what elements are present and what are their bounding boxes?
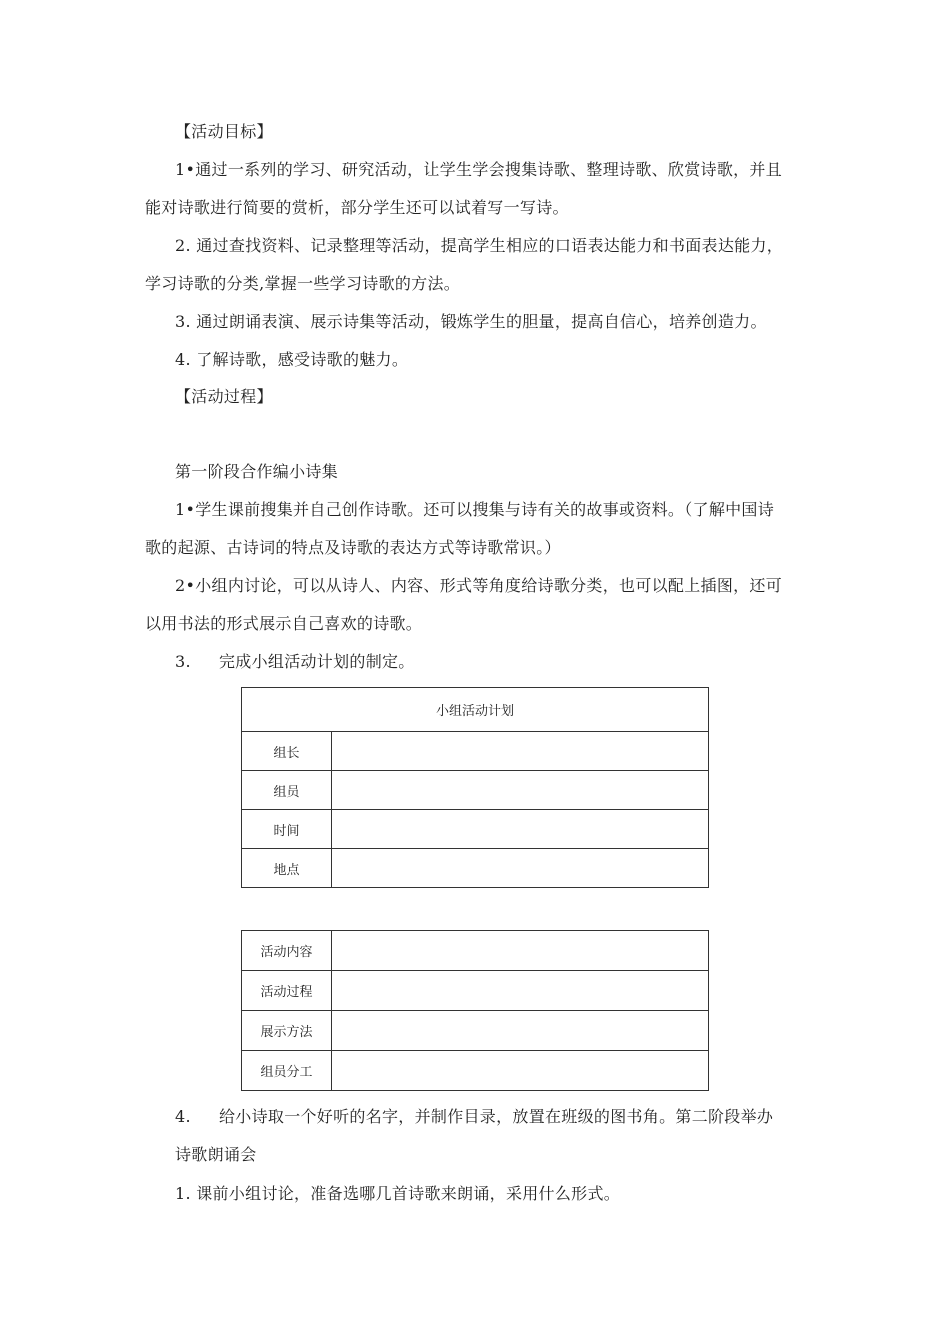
- activity-row-value: [332, 1011, 709, 1051]
- plan-row-value: [332, 849, 709, 888]
- stage-1-item-2-line-1: 2•小组内讨论，可以从诗人、内容、形式等角度给诗歌分类，也可以配上插图，还可: [175, 576, 783, 595]
- plan-row-label: 地点: [242, 849, 332, 888]
- activity-row-label: 活动内容: [242, 931, 332, 971]
- activity-row-value: [332, 931, 709, 971]
- stage-1-item-3: [175, 652, 810, 672]
- stage-2-item-1: 1. 课前小组讨论，准备选哪几首诗歌来朗诵，采用什么形式。: [175, 1184, 621, 1203]
- stage-1-item-1-line-2: 歌的起源、古诗词的特点及诗歌的表达方式等诗歌常识。）: [145, 538, 561, 557]
- goal-3: 3. 通过朗诵表演、展示诗集等活动，锻炼学生的胆量，提高自信心，培养创造力。: [175, 312, 767, 331]
- goal-1-line-2: 能对诗歌进行简要的赏析，部分学生还可以试着写一写诗。: [145, 198, 569, 217]
- plan-row-value: [332, 810, 709, 849]
- goals-heading: 【活动目标】: [175, 122, 273, 141]
- activity-row-label: 活动过程: [242, 971, 332, 1011]
- activity-row-label: 组员分工: [242, 1051, 332, 1091]
- activity-row-label: 展示方法: [242, 1011, 332, 1051]
- activity-row-value: [332, 971, 709, 1011]
- stage-1-item-1-line-1: 1•学生课前搜集并自己创作诗歌。还可以搜集与诗有关的故事或资料。（了解中国诗: [175, 500, 775, 519]
- plan-row-label: 时间: [242, 810, 332, 849]
- goal-1-line-1: 1•通过一系列的学习、研究活动，让学生学会搜集诗歌、整理诗歌、欣赏诗歌，并且: [175, 160, 783, 179]
- plan-row-value: [332, 771, 709, 810]
- plan-row-label: 组长: [242, 732, 332, 771]
- activity-row-value: [332, 1051, 709, 1091]
- activity-table: [241, 930, 709, 1091]
- group-plan-table: [241, 687, 709, 888]
- goal-4: 4. 了解诗歌，感受诗歌的魅力。: [175, 350, 409, 369]
- process-heading: 【活动过程】: [175, 387, 273, 406]
- stage-2-title: 诗歌朗诵会: [175, 1145, 257, 1164]
- plan-row-value: [332, 732, 709, 771]
- stage-1-item-4: [175, 1107, 810, 1127]
- goal-2-line-2: 学习诗歌的分类,掌握一些学习诗歌的方法。: [145, 274, 461, 293]
- plan-table-title: 小组活动计划: [242, 688, 709, 732]
- goal-2-line-1: 2. 通过查找资料、记录整理等活动，提高学生相应的口语表达能力和书面表达能力，: [175, 236, 784, 255]
- stage-1-title: 第一阶段合作编小诗集: [175, 462, 339, 481]
- plan-row-label: 组员: [242, 771, 332, 810]
- stage-1-item-2-line-2: 以用书法的形式展示自己喜欢的诗歌。: [145, 614, 423, 633]
- item-text: 给小诗取一个好听的名字，并制作目录，放置在班级的图书角。第二阶段举办: [219, 1107, 774, 1126]
- item-text: 完成小组活动计划的制定。: [219, 652, 415, 671]
- item-number: 3.: [175, 652, 191, 671]
- item-number: 4.: [175, 1107, 191, 1126]
